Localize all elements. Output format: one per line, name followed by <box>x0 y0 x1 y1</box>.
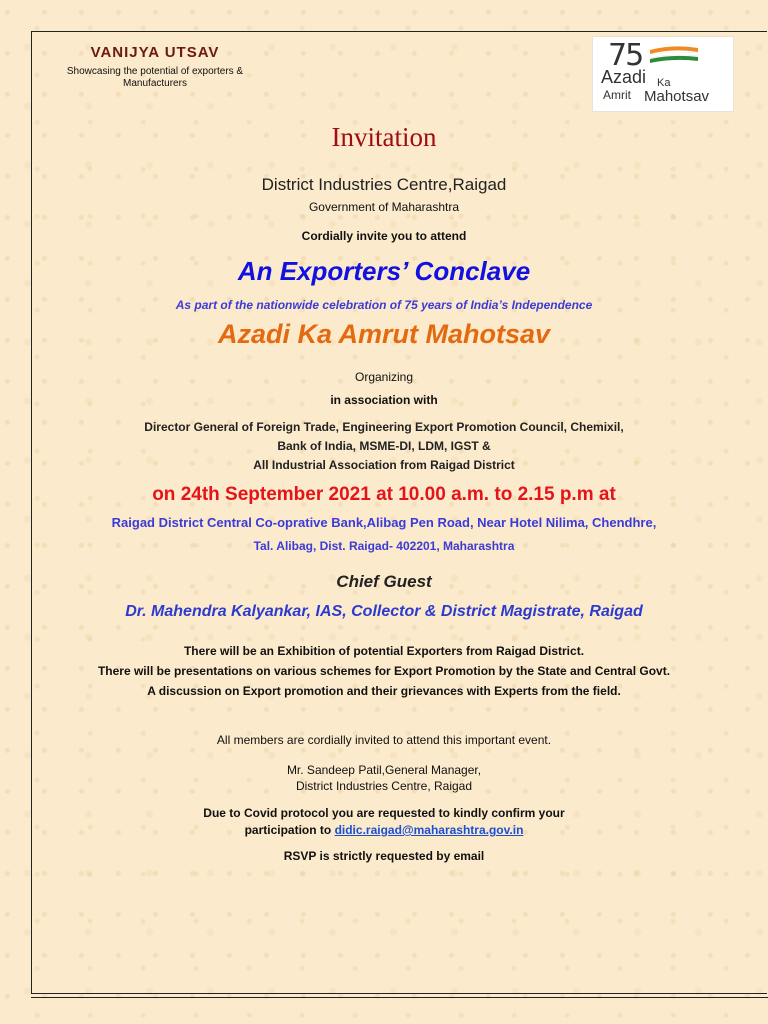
partners-line: All Industrial Association from Raigad District <box>253 458 515 472</box>
partners-list <box>31 418 737 475</box>
covid-confirm-prefix: participation to <box>244 823 335 837</box>
organizer-name: District Industries Centre,Raigad <box>261 175 507 194</box>
covid-notice: Due to Covid protocol you are requested to kindly confirm your <box>203 806 565 820</box>
logo-word-ka: Ka <box>657 77 671 89</box>
venue-line1: Raigad District Central Co-oprative Bank,Alibag Pen Road, Near Hotel Nilima, Chendhre, <box>111 515 657 530</box>
brand-title: VANIJYA UTSAV <box>90 44 220 61</box>
signer-office: District Industries Centre, Raigad <box>295 779 473 793</box>
brand-subtitle <box>40 66 270 90</box>
logo-number: 75 <box>608 38 643 73</box>
rsvp-notice: RSVP is strictly requested by email <box>283 849 485 863</box>
partners-line: Bank of India, MSME-DI, LDM, IGST & <box>277 439 491 453</box>
event-title: An Exporters’ Conclave <box>237 256 531 286</box>
logo-word-mahotsav: Mahotsav <box>644 88 710 105</box>
flag-swoosh-icon <box>648 44 700 66</box>
association-label: in association with <box>330 393 438 407</box>
presentations-line: There will be presentations on various schemes for Export Promotion by the State and Central Govt. <box>97 664 671 678</box>
organizing-label: Organizing <box>354 370 414 384</box>
venue-line2: Tal. Alibag, Dist. Raigad- 402201, Maharashtra <box>253 539 515 553</box>
rsvp-email-link[interactable]: didic.raigad@maharashtra.gov.in <box>334 823 524 837</box>
covid-confirm <box>31 823 737 837</box>
government-line: Government of Maharashtra <box>308 200 460 214</box>
chief-guest-heading: Chief Guest <box>336 572 432 591</box>
cordially-invite: Cordially invite you to attend <box>301 229 467 243</box>
logo-word-azadi: Azadi <box>601 67 647 87</box>
signer-name: Mr. Sandeep Patil,General Manager, <box>286 763 482 777</box>
event-date-time: on 24th September 2021 at 10.00 a.m. to 2.15 p.m at <box>152 484 616 505</box>
members-line: All members are cordially invited to attend this important event. <box>216 733 552 747</box>
campaign-title: Azadi Ka Amrut Mahotsav <box>217 319 551 349</box>
chief-guest-name: Dr. Mahendra Kalyankar, IAS, Collector & District Magistrate, Raigad <box>125 603 643 620</box>
brand-subtitle-line2: Manufacturers <box>123 78 187 89</box>
page-border-bottom <box>31 997 768 998</box>
partners-line: Director General of Foreign Trade, Engineering Export Promotion Council, Chemixil, <box>144 420 624 434</box>
brand-subtitle-line1: Showcasing the potential of exporters & <box>66 66 244 77</box>
discussion-line: A discussion on Export promotion and their grievances with Experts from the field. <box>147 684 621 698</box>
celebration-line: As part of the nationwide celebration of 75 years of India’s Independence <box>175 298 593 312</box>
logo-word-amrit: Amrit <box>603 88 631 102</box>
exhibition-line: There will be an Exhibition of potential Exporters from Raigad District. <box>183 644 585 658</box>
invitation-heading: Invitation <box>331 122 437 152</box>
